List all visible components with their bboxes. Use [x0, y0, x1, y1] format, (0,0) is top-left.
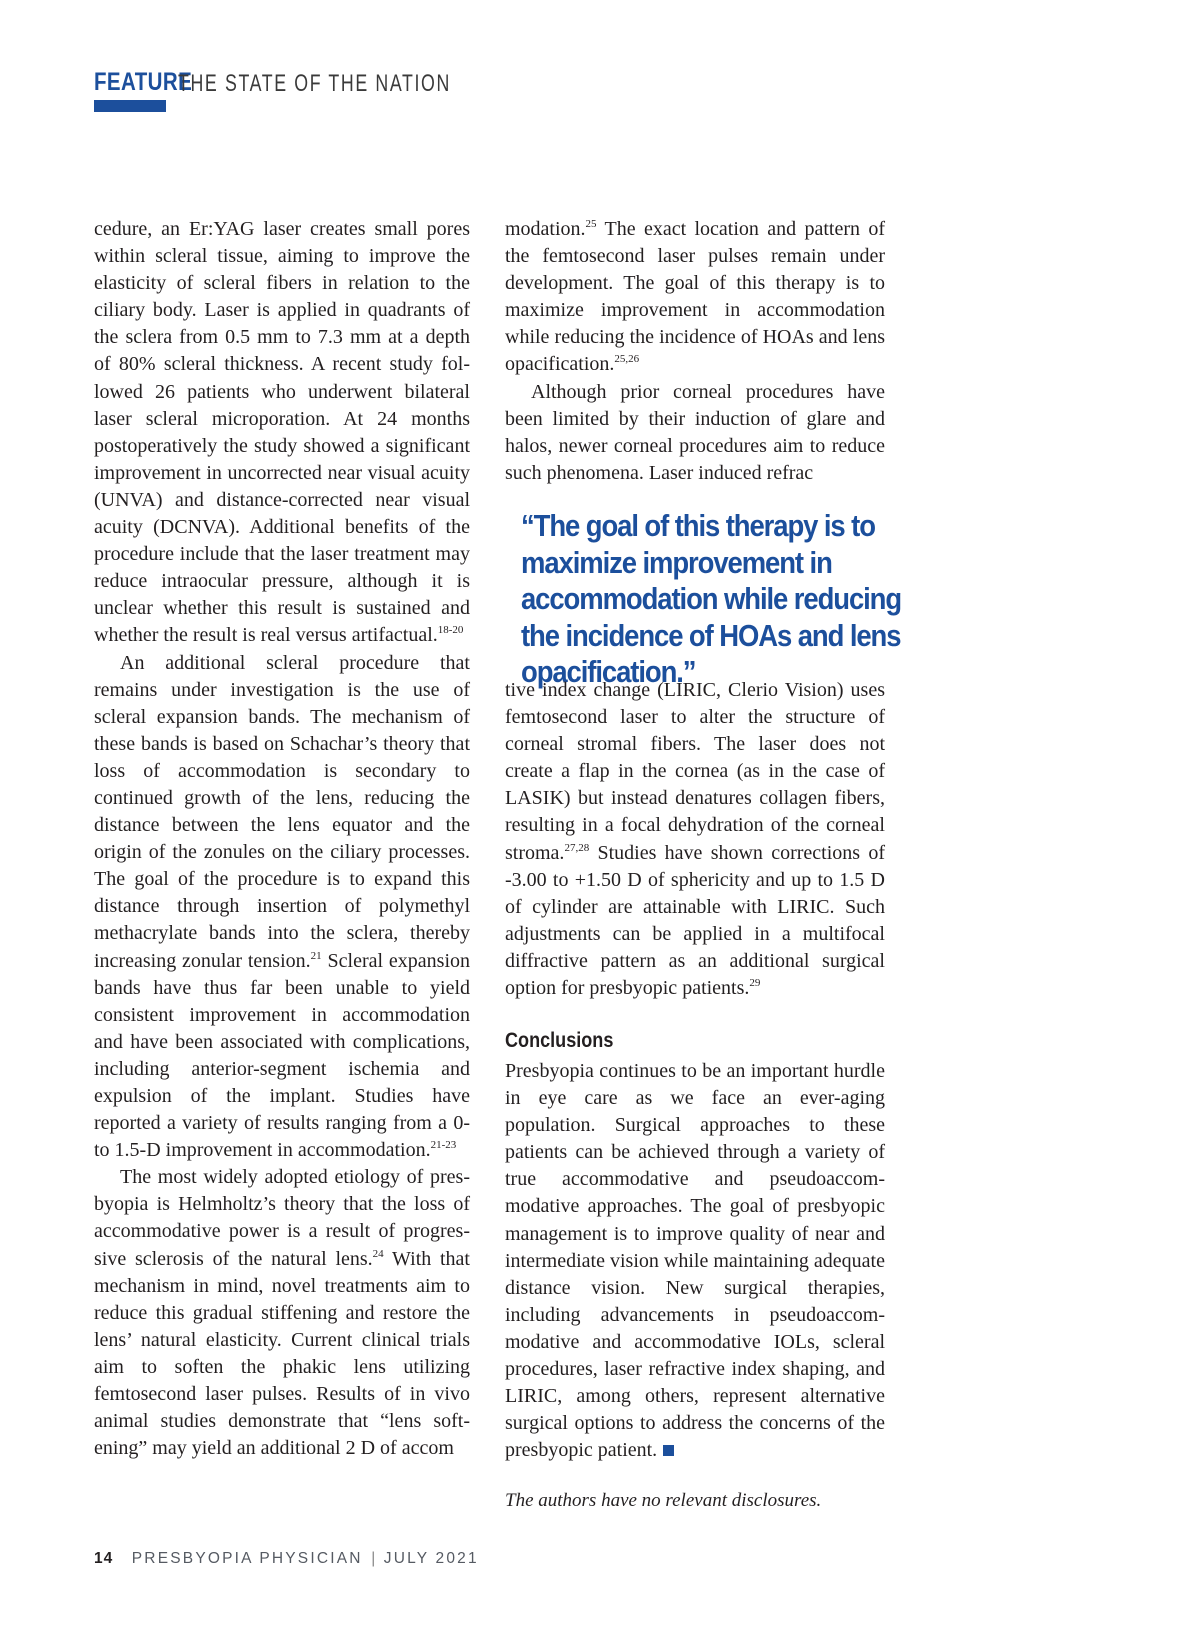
page-number: 14	[94, 1550, 114, 1567]
conclusions-section	[505, 1058, 885, 1464]
reference: 21	[310, 949, 322, 962]
left-paragraph-2-text: An additional scleral procedure that remains under investigation is the use of scleral expansion bands. The mechanism of these bands is based on Schachar’s theory that loss of accommodation is secondary to continued growth of the lens, reducing the distance between the lens equator and the origin of the zonules on the ciliary processes. The goal of the procedure is to expand this distance through insertion of polymethyl methacrylate bands into the sclera, thereby increasing zonular tension.	[94, 651, 470, 972]
header-accent-bar	[94, 100, 166, 112]
conclusions-text: Presbyopia continues to be an important hurdle in eye care as we face an ever-aging population. Surgical approaches to these patients can be achieved through a variety of true accommodative and pseudoaccommodative approaches. The goal of presbyopic management is to improve quality of near and intermediate vision while maintaining adequate distance vision. New surgical therapies, including advancements in pseudoaccommodative and accommodative IOLs, scleral procedures, laser refractive index shaping, and LIRIC, among others, represent alternative surgical options to address the concerns of the presbyopic patient.	[505, 1060, 885, 1462]
left-paragraph-2	[94, 650, 470, 1165]
footer-separator: |	[371, 1550, 376, 1567]
reference: 24	[372, 1247, 384, 1260]
left-paragraph-1	[94, 216, 470, 650]
reference: 21-23	[430, 1139, 457, 1152]
left-column	[94, 216, 470, 1462]
left-paragraph-3	[94, 1164, 470, 1462]
reference: 27,28	[564, 841, 590, 854]
left-paragraph-1-text: cedure, an Er:YAG laser creates small pores within scleral tissue, aiming to improve the elasticity of scleral fibers in relation to the ciliary body. Laser is applied in quadrants of the sclera from 0.5 mm to 7.3 mm at a depth of 80% scleral thickness. A recent study followed 26 patients who underwent bilateral laser scleral microporation. At 24 months postoperatively the study showed a significant improvement in uncorrected near visual acuity (UNVA) and distance-corrected near visual acuity (DCNVA). Additional benefits of the procedure include that the laser treatment may reduce intraocular pressure, although it is unclear whether this result is sustained and whether the result is real versus artifactual.	[94, 218, 470, 647]
reference: 18-20	[437, 624, 464, 637]
conclusions-heading: Conclusions	[505, 1029, 614, 1052]
header-section-title: THE STATE OF THE NATION	[178, 70, 451, 97]
reference: 29	[749, 977, 761, 990]
right-paragraph-3-continued: Studies have shown corrections of -3.00 to +1.50 D of sphericity and up to 1.5 D of cylinder are attainable with LIRIC. Such adjustments can be applied in a multifocal diffractive pattern as an additional surgical option for presbyopic patients.	[505, 841, 885, 1000]
right-column-top	[505, 216, 885, 487]
left-paragraph-3-text: The most widely adopted etiology of presbyopia is Helmholtz’s theory that the loss of accommodative power is a result of progressive sclerosis of the natural lens.	[94, 1166, 470, 1270]
end-of-article-mark	[663, 1445, 674, 1456]
right-paragraph-3-text: tive index change (LIRIC, Clerio Vision) uses femtosecond laser to alter the structure of corneal stromal fibers. The laser does not create a flap in the cornea (as in the case of LASIK) but instead denatures collagen fibers, resulting in a focal dehydration of the corneal stroma.	[505, 679, 885, 864]
disclosure-note: The authors have no relevant disclosures.	[505, 1490, 822, 1511]
page-footer	[94, 1550, 479, 1568]
issue-date: JULY 2021	[383, 1550, 479, 1567]
publication-name: PRESBYOPIA PHYSICIAN	[131, 1550, 363, 1567]
pull-quote: “The goal of this therapy is to maximize improvement in accommodation while reducing the incidence of HOAs and lens opacification.”	[521, 509, 902, 689]
right-paragraph-1-text: modation.	[505, 218, 586, 240]
conclusions-paragraph	[505, 1058, 885, 1464]
left-paragraph-3-continued: With that mechanism in mind, novel treatments aim to reduce this gradual stiffening and restore the lens’ natural elasticity. Current clinical trials aim to soften the phakic lens utilizing femtosecond laser pulses. Results of in vivo animal studies demonstrate that “lens softening” may yield an additional 2 D of accom	[94, 1247, 470, 1460]
reference: 25	[585, 218, 597, 230]
right-column-bottom	[505, 677, 885, 1002]
header-kicker: FEATURE	[94, 68, 193, 96]
left-paragraph-2-continued: Scleral expansion bands have thus far been unable to yield consistent improvement in accommodation and have been associated with complications, including anterior-segment ischemia and expulsion of the implant. Studies have reported a variety of results ranging from a 0- to 1.5-D improvement in accommodation.	[94, 949, 470, 1162]
right-paragraph-1-continued: The exact location and pattern of the femtosecond laser pulses remain under development. The goal of this therapy is to maximize improvement in accommodation while reducing the incidence of HOAs and lens opacification.	[505, 218, 885, 376]
right-paragraph-1	[505, 216, 885, 379]
running-header	[94, 68, 451, 97]
right-paragraph-2: Although prior corneal procedures have been limited by their induction of glare and halos, newer corneal procedures aim to reduce such phenomena. Laser induced refrac	[505, 380, 885, 484]
reference: 25,26	[614, 353, 640, 366]
right-paragraph-3	[505, 677, 885, 1002]
